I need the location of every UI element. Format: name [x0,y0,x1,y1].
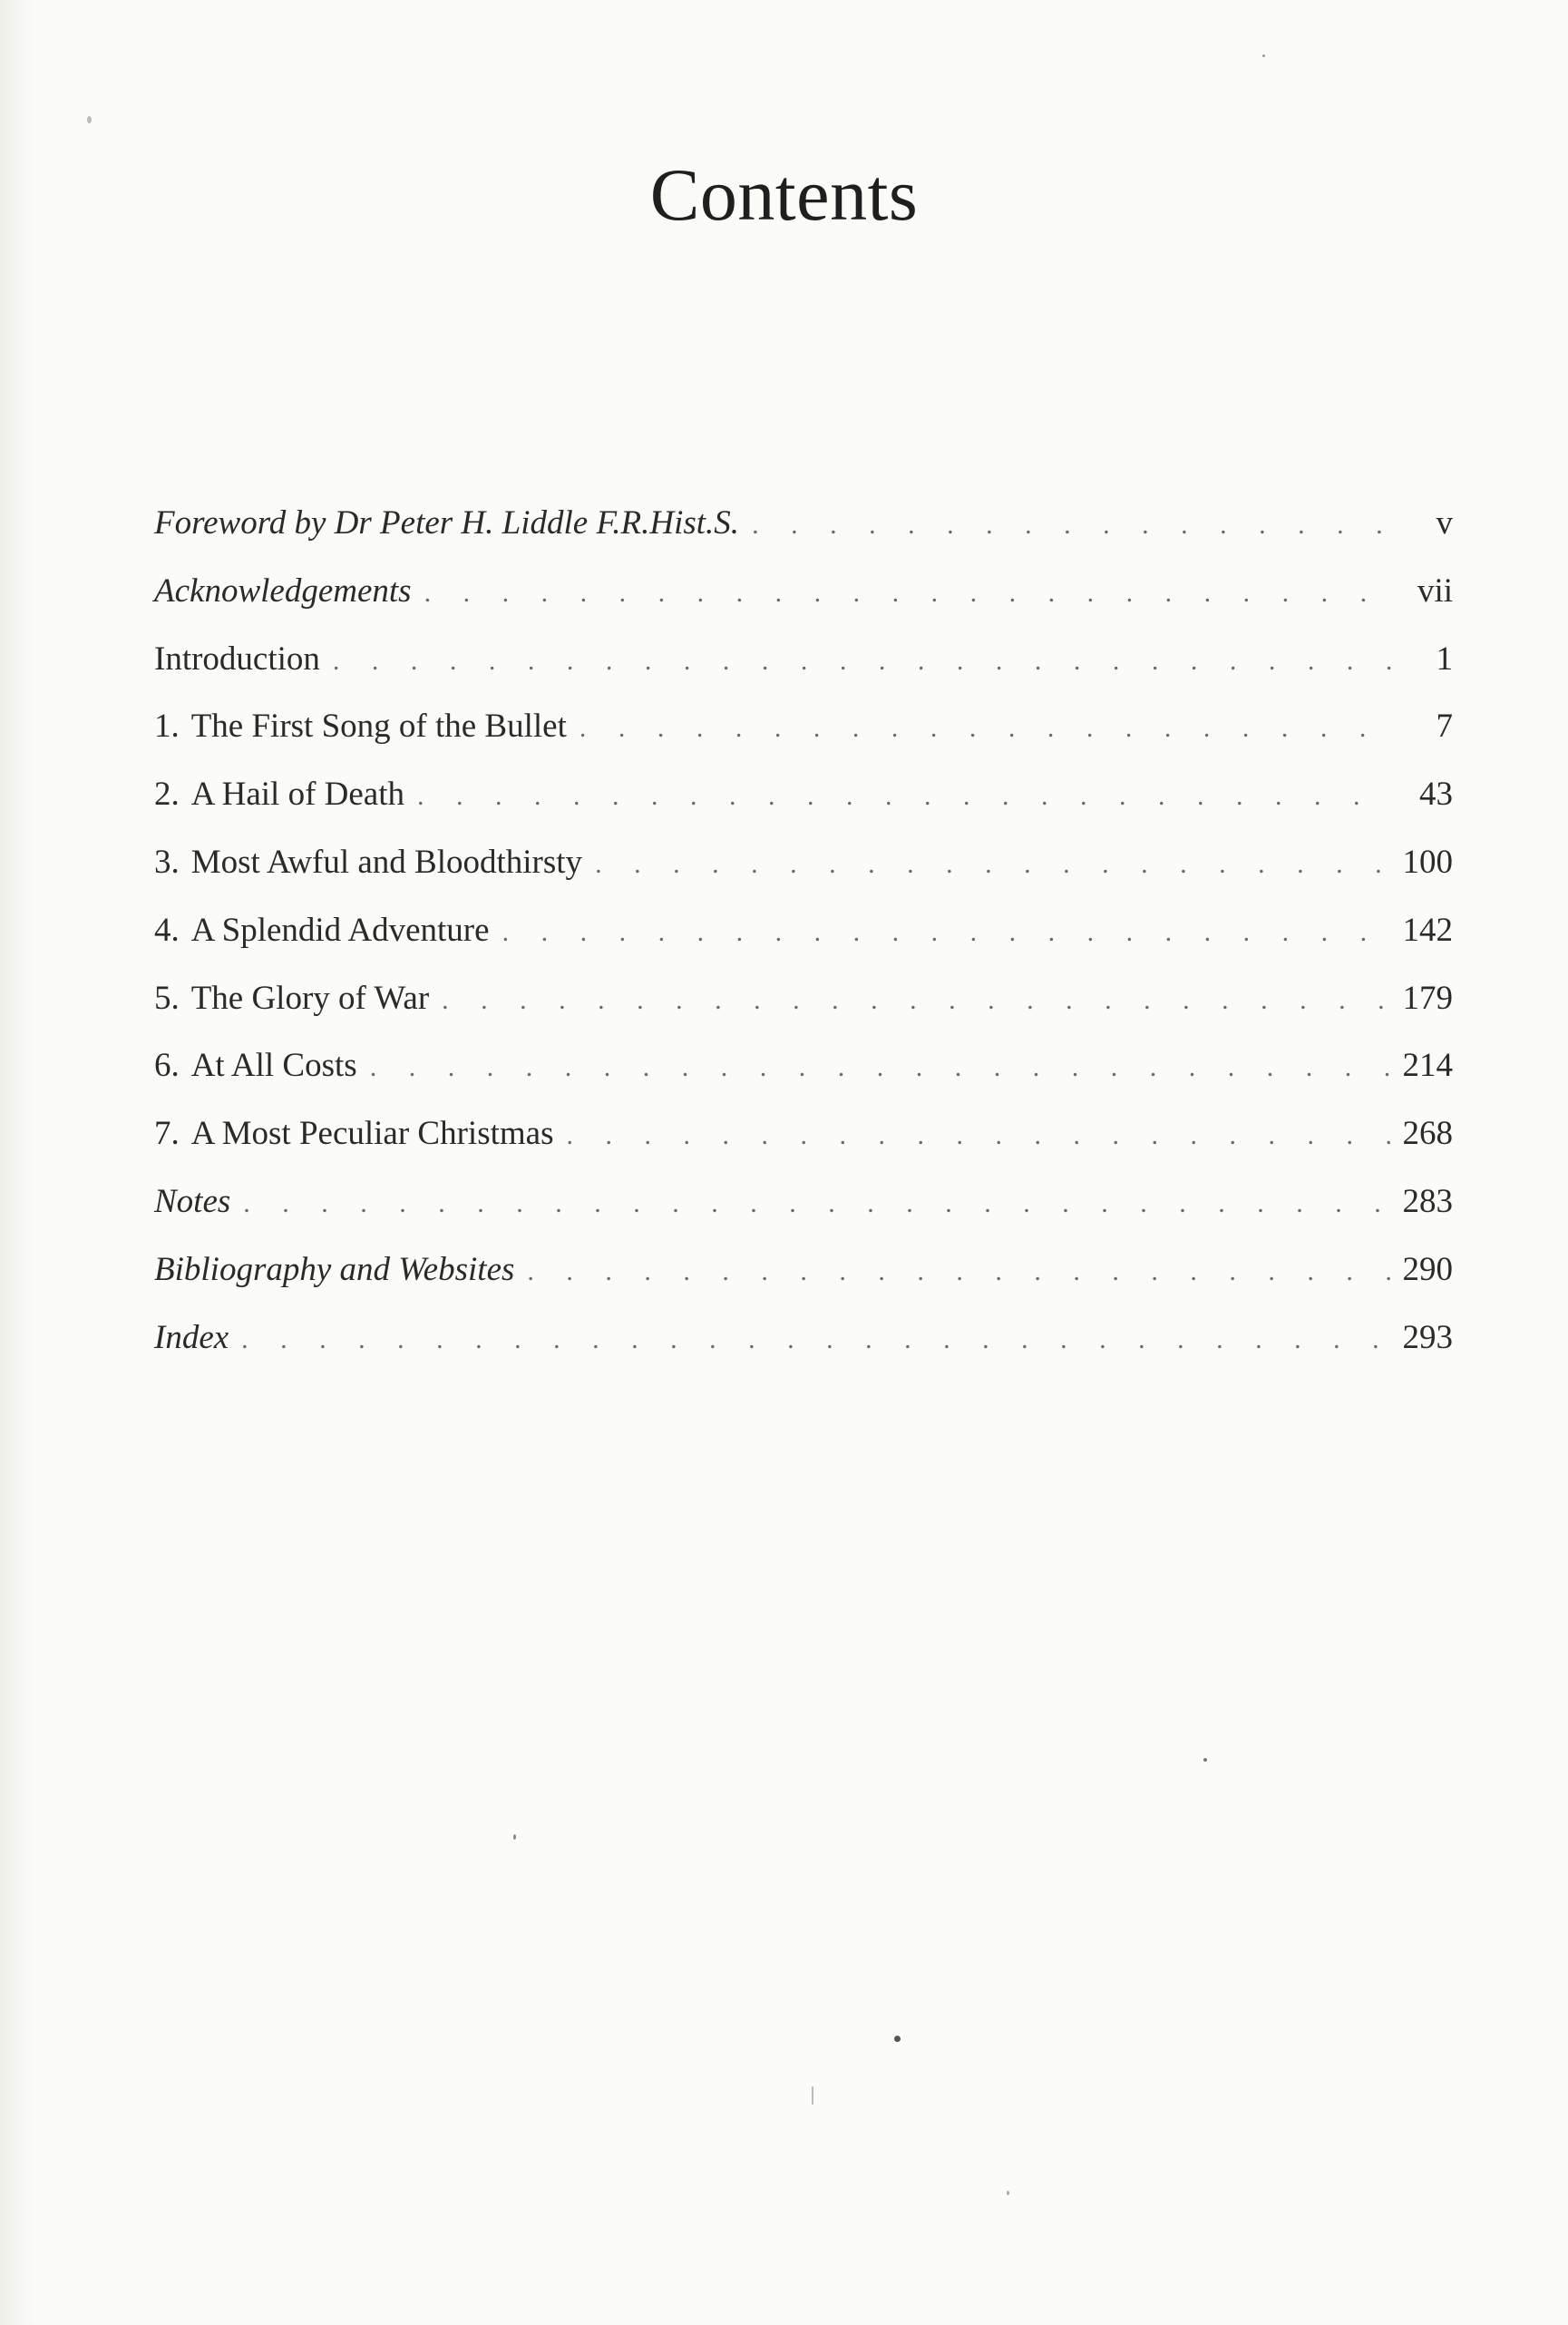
scan-speck [513,1834,516,1840]
table-of-contents [154,490,1453,1372]
chapter-title: The First Song of the Bullet [190,708,567,746]
scan-speck [87,116,92,123]
toc-entry-introduction[interactable] [154,626,1453,694]
page-edge-shadow [0,0,36,2325]
toc-entry-chapter-2[interactable] [154,761,1453,829]
toc-entry-page: 142 [1402,911,1453,949]
chapter-title: A Most Peculiar Christmas [190,1115,554,1153]
toc-entry-page: 290 [1402,1250,1453,1288]
toc-entry-page: 179 [1402,979,1453,1017]
toc-entry-label: Bibliography and Websites [154,1250,515,1288]
scan-speck [1262,54,1265,57]
toc-entry-label: Foreword by Dr Peter H. Liddle F.R.Hist.S. [154,504,740,542]
scan-speck [1007,2191,1009,2195]
toc-entry-page: 214 [1402,1047,1453,1085]
toc-entry-bibliography[interactable] [154,1236,1453,1304]
toc-entry-label: Introduction [154,640,320,678]
chapter-title: Most Awful and Bloodthirsty [190,843,583,881]
toc-entry-page: 7 [1436,708,1453,746]
toc-entry-page: 43 [1419,776,1453,814]
chapter-number: 3. [154,843,180,881]
toc-entry-label [154,693,567,761]
toc-entry-label: Notes [154,1182,231,1220]
dot-leader [424,560,1391,628]
toc-entry-chapter-5[interactable] [154,965,1453,1033]
dot-leader [417,763,1391,831]
chapter-number: 6. [154,1047,180,1085]
chapter-number: 2. [154,776,180,814]
toc-entry-foreword[interactable] [154,490,1453,558]
chapter-title: The Glory of War [190,979,430,1017]
toc-entry-label [154,965,429,1033]
dot-leader [370,1034,1391,1102]
toc-entry-chapter-6[interactable] [154,1032,1453,1100]
toc-entry-label [154,829,582,897]
dot-leader [442,967,1391,1035]
scan-speck [812,2086,813,2105]
toc-entry-page: v [1436,504,1453,542]
toc-entry-page: 283 [1402,1182,1453,1220]
toc-entry-acknowledgements[interactable] [154,558,1453,626]
chapter-number: 1. [154,708,180,746]
toc-entry-page: 100 [1402,843,1453,881]
chapter-title: At All Costs [190,1047,357,1085]
scan-speck [1203,1758,1207,1762]
toc-entry-label [154,897,490,965]
chapter-number: 5. [154,979,180,1017]
dot-leader [333,628,1391,696]
toc-entry-index[interactable] [154,1304,1453,1373]
toc-entry-label: Index [154,1318,229,1356]
chapter-title: A Splendid Adventure [190,911,490,949]
toc-entry-chapter-3[interactable] [154,829,1453,897]
chapter-number: 7. [154,1115,180,1153]
dot-leader [752,492,1391,560]
toc-entry-label [154,1100,553,1168]
dot-leader [241,1306,1391,1374]
dot-leader [243,1170,1391,1238]
chapter-number: 4. [154,911,180,949]
dot-leader [527,1238,1391,1306]
toc-entry-chapter-7[interactable] [154,1100,1453,1168]
toc-entry-page: vii [1417,571,1453,610]
dot-leader [502,899,1391,967]
chapter-title: A Hail of Death [190,776,404,814]
toc-entry-page: 268 [1402,1115,1453,1153]
toc-entry-label [154,1032,357,1100]
toc-entry-page: 293 [1402,1318,1453,1356]
dot-leader [595,831,1391,899]
toc-entry-page: 1 [1436,640,1453,678]
toc-entry-label: Acknowledgements [154,571,412,610]
dot-leader [579,695,1391,763]
scan-speck [894,2036,901,2042]
dot-leader [566,1102,1391,1170]
page-title: Contents [649,153,919,236]
toc-entry-chapter-4[interactable] [154,897,1453,965]
toc-entry-notes[interactable] [154,1168,1453,1236]
toc-entry-label [154,761,404,829]
toc-entry-chapter-1[interactable] [154,693,1453,761]
